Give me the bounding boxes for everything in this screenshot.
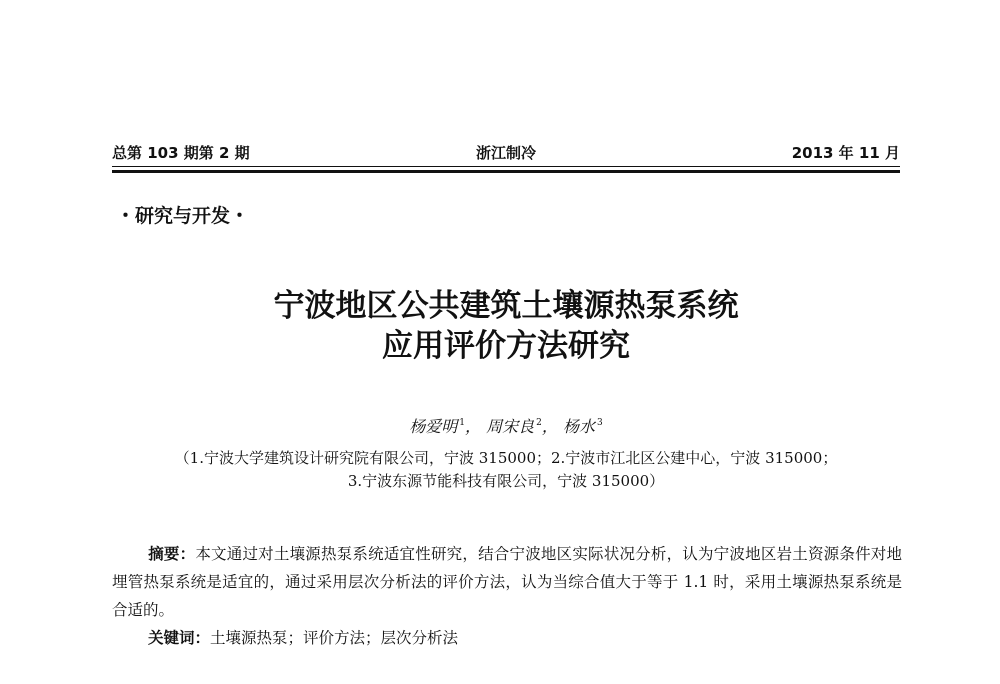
author-name: 杨水 bbox=[562, 417, 595, 436]
section-tag: ・研究与开发・ bbox=[116, 205, 250, 227]
issue-date: 2013 年 11 月 bbox=[791, 144, 900, 162]
keywords-text: 土壤源热泵；评价方法；层次分析法 bbox=[210, 629, 459, 647]
title-line-1: 宁波地区公共建筑土壤源热泵系统 bbox=[273, 288, 739, 324]
header-rule-thin bbox=[112, 166, 900, 167]
running-header bbox=[112, 140, 900, 166]
journal-name: 浙江制冷 bbox=[475, 144, 536, 162]
abstract-text: 本文通过对土壤源热泵系统适宜性研究，结合宁波地区实际状况分析，认为宁波地区岩土资源条件对地埋管热泵系统是适宜的，通过采用层次分析法的评价方法，认为当综合值大于等于 1.1 时，采用土壤源热泵系统是合适的。 bbox=[112, 545, 902, 619]
title-line-2: 应用评价方法研究 bbox=[382, 328, 630, 364]
header-rule-thick bbox=[112, 170, 900, 173]
author-affiliation-mark: 1 bbox=[459, 418, 466, 428]
author-name: 周宋良 bbox=[486, 417, 535, 436]
affiliation-line-1: （1.宁波大学建筑设计研究院有限公司，宁波 315000；2.宁波市江北区公建中心，宁波 315000； bbox=[174, 449, 838, 467]
keywords bbox=[148, 626, 458, 648]
abstract bbox=[112, 540, 902, 624]
author-name: 杨爱明 bbox=[409, 417, 458, 436]
affiliation-line-2: 3.宁波东源节能科技有限公司，宁波 315000） bbox=[347, 472, 665, 490]
author-list: 杨爱明 $^1$， 周宋良 $^2$， 杨水 $^3$ bbox=[409, 417, 603, 436]
author-affiliation-mark: 2 bbox=[536, 418, 542, 428]
paper-title bbox=[112, 286, 900, 366]
issue-number: 总第 103 期第 2 期 bbox=[112, 144, 250, 162]
author-affiliation-mark: 3 bbox=[596, 418, 603, 428]
keywords-label: 关键词： bbox=[148, 629, 211, 647]
abstract-label: 摘要： bbox=[148, 545, 196, 563]
